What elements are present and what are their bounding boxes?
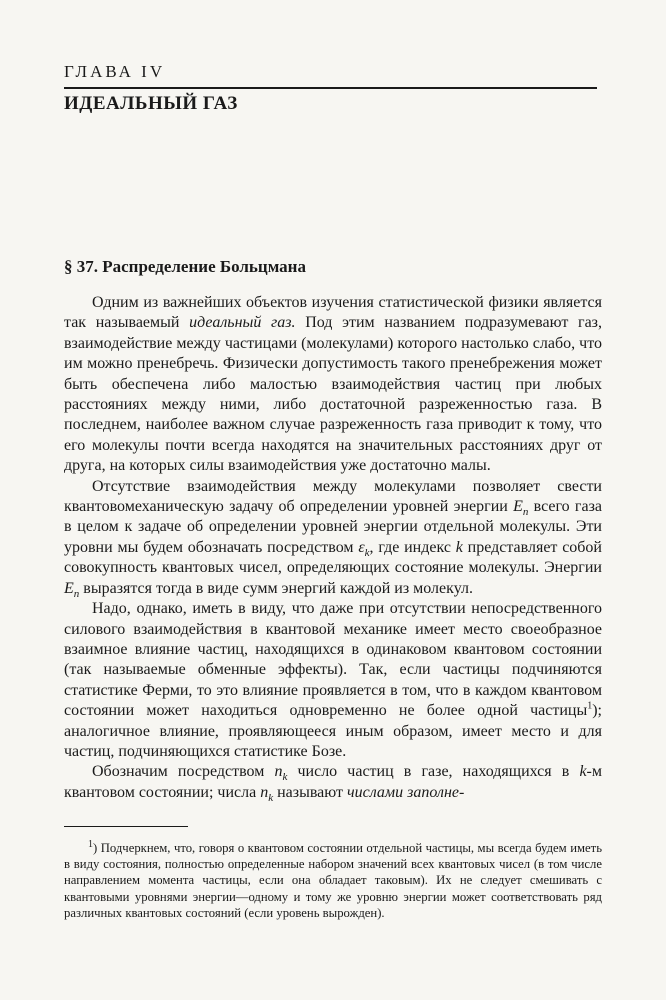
term-occupation-numbers: числами заполне-: [347, 783, 465, 801]
body-text: [64, 293, 602, 803]
section-heading: § 37. Распределение Больцмана: [64, 257, 306, 276]
symbol-epsilon: $\varepsilon_k$: [358, 538, 370, 560]
symbol-energy: $E_n$: [64, 579, 80, 600]
chapter-divider: [64, 87, 597, 89]
chapter-title: ИДЕАЛЬНЫЙ ГАЗ: [64, 93, 238, 114]
footnote-text: ) Подчеркнем, что, говоря о квантовом состоянии отдельной частицы, мы всегда будем иметь в виду состояния, полностью определенные набором значений всех квантовых чисел (в том числе направлением момента частицы, если она обладает таковым). Их не следует смешивать с квантовыми уровнями энергии—одному и тому же уровню энергии может соответствовать ряд различных квантовых состояний (если уровень вырожден).: [64, 841, 602, 920]
paragraph-3: Надо, однако, иметь в виду, что даже при отсутствии непосредственного силового взаимодействия в квантовой механике имеет место своеобразное взаимное влияние частиц, находящихся в одинаковом квантовом состоянии (так называемые обменные эффекты). Так, если частицы подчиняются статистике Ферми, то это влияние проявляется в том, что в каждом квантовом состоянии может находиться одновременно не более одной частицы$^1$); аналогичное влияние, проявляющееся иным образом, имеет место и для частиц, подчиняющихся статистике Бозе.: [64, 600, 602, 760]
symbol-occupation: $n_k$: [274, 763, 288, 784]
footnote-marker: 1: [88, 838, 93, 850]
paragraph-2: Отсутствие взаимодействия между молекулами позволяет свести квантовомеханическую задачу об определении уровней энергии $E_n$ всего газа в целом к задаче об определении уровней энергии отдельной молекулы. Эти уровни мы будем обозначать посредством $\varepsilon_k$, где индекс k представляет собой совокупность квантовых чисел, определяющих состояние молекулы. Энергии $E_n$ выразятся тогда в виде сумм энергий каждой из молекул.: [64, 477, 603, 600]
footnote: [64, 840, 602, 921]
footnote-ref: 1: [587, 700, 593, 712]
symbol-occupation: $n_k$: [260, 783, 274, 804]
term-ideal-gas: идеальный газ.: [189, 314, 296, 332]
footnote-divider: [64, 826, 188, 827]
paragraph-1: Одним из важнейших объектов изучения статистической физики является так называемый идеальный газ. Под этим названием подразумевают газ, взаимодействие между частицами (молекулами) которого настолько слабо, что им можно пренебречь. Физически допустимость такого пренебрежения может быть обеспечена либо малостью взаимодействия частиц при любых расстояниях между ними, либо достаточной разреженностью газа. В последнем, наиболее важном случае разреженность газа приводит к тому, что его молекулы почти всегда находятся на значительных расстояниях друг от друга, на которых силы взаимодействия уже достаточно малы.: [64, 294, 602, 475]
symbol-energy: $E_n$: [513, 498, 529, 519]
paragraph-4: Обозначим посредством $n_k$ число частиц в газе, находящихся в k-м квантовом состоянии; числа $n_k$ называют числами заполне-: [64, 763, 602, 804]
chapter-label: ГЛАВА IV: [64, 62, 166, 81]
symbol-index: k: [455, 538, 463, 556]
symbol-index: k: [579, 763, 587, 781]
